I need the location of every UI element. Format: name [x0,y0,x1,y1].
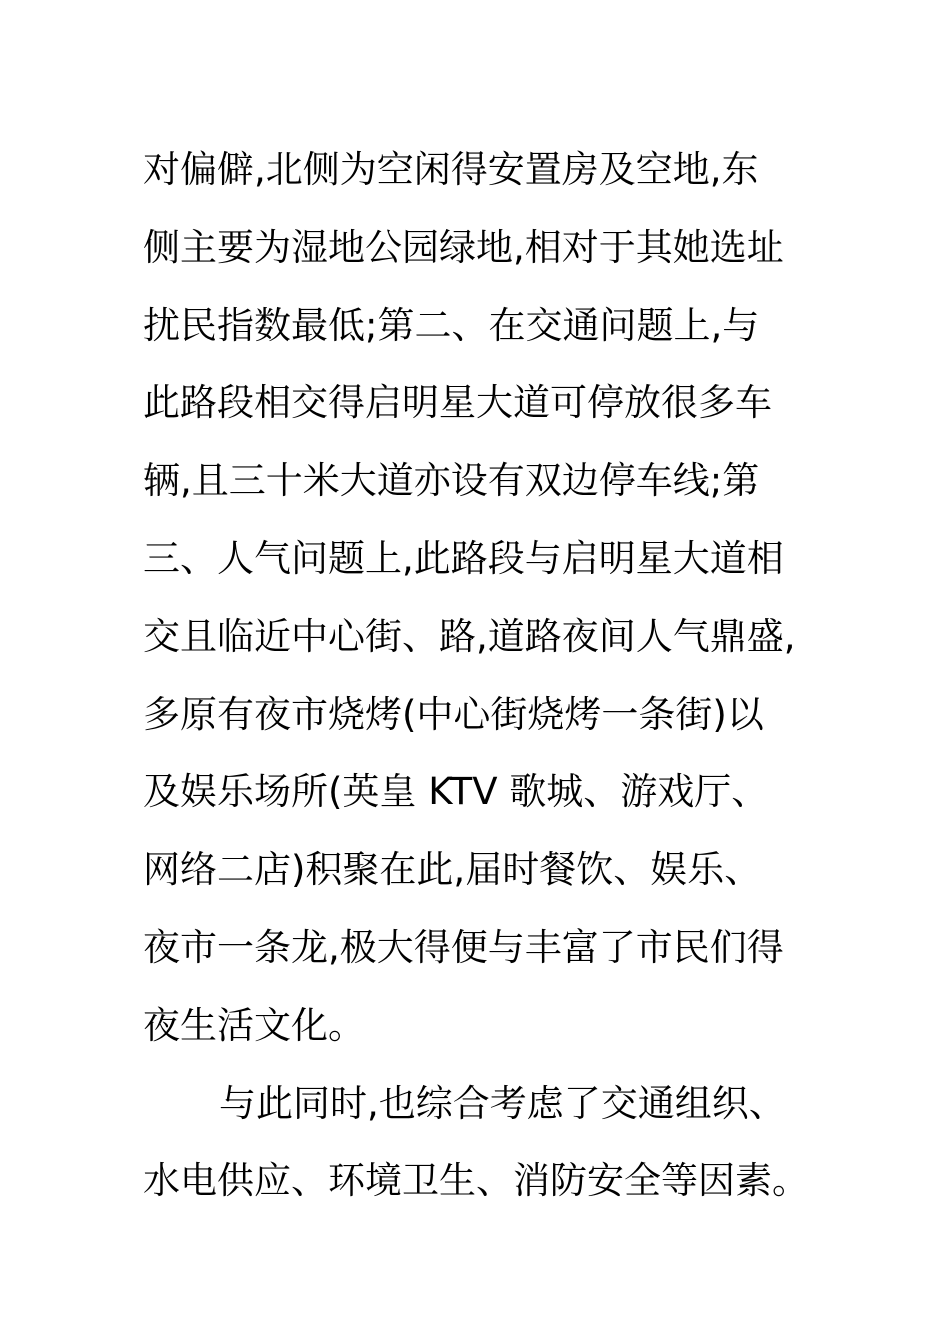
text-line: 扰民指数最低;第二、在交通问题上,与 [143,303,760,347]
text-line: 交且临近中心街、路,道路夜间人气鼎盛, [143,614,796,658]
text-line: 及娱乐场所(英皇 KTV 歌城、游戏厅、 [143,770,769,814]
text-line: 侧主要为湿地公园绿地,相对于其她选址 [143,225,784,269]
document-body [143,131,823,1220]
text-line: 辆,且三十米大道亦设有双边停车线;第 [143,459,760,503]
paragraph-1 [143,131,823,1065]
text-line: 多原有夜市烧烤(中心街烧烤一条街)以 [143,692,764,736]
text-line: 三、人气问题上,此路段与启明星大道相 [143,536,784,580]
paragraph-2 [143,1065,823,1221]
text-line: 此路段相交得启明星大道可停放很多车 [143,381,772,425]
text-line: 夜生活文化。 [143,1003,365,1047]
text-line: 夜市一条龙,极大得便与丰富了市民们得 [143,925,784,969]
text-line: 网络二店)积聚在此,届时餐饮、娱乐、 [143,848,762,892]
text-line: 对偏僻,北侧为空闲得安置房及空地,东 [143,148,759,191]
text-line: 与此同时,也综合考虑了交通组织、 [219,1081,786,1125]
text-line: 水电供应、环境卫生、消防安全等因素。 [143,1159,809,1203]
